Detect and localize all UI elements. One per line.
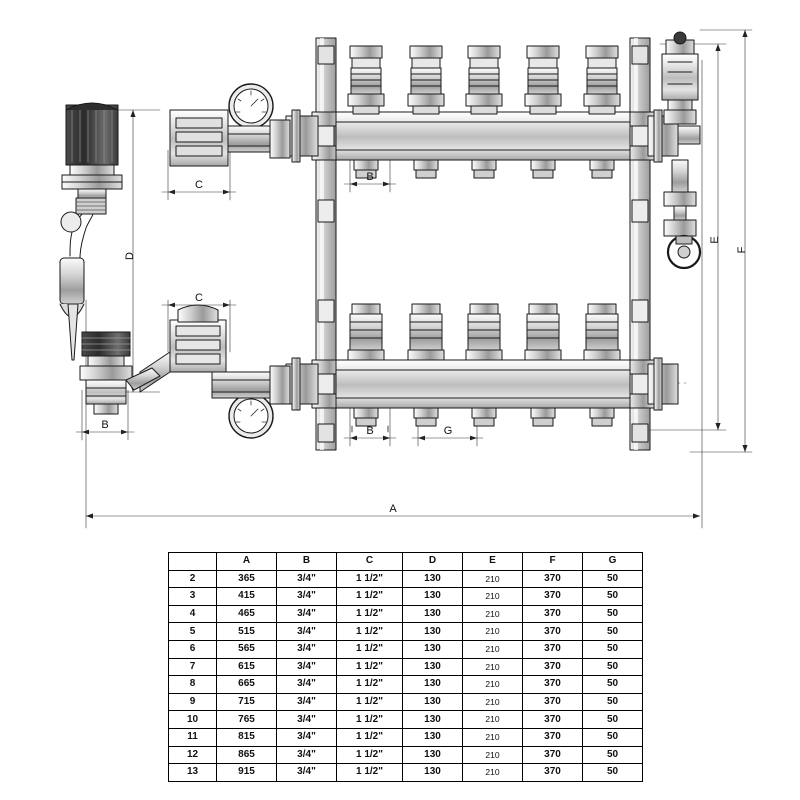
- table-cell: 515: [217, 623, 277, 641]
- table-cell: 130: [403, 728, 463, 746]
- table-cell: 210: [463, 728, 523, 746]
- table-cell: 370: [523, 588, 583, 606]
- table-cell: 1 1/2": [337, 588, 403, 606]
- table-header-cell: E: [463, 553, 523, 571]
- table-cell: 5: [169, 623, 217, 641]
- table-cell: 50: [583, 693, 643, 711]
- dim-label-A: A: [389, 503, 397, 515]
- table-cell: 130: [403, 605, 463, 623]
- table-cell: 210: [463, 693, 523, 711]
- table-row: [169, 764, 643, 782]
- table-cell: 370: [523, 728, 583, 746]
- table-header-cell: G: [583, 553, 643, 571]
- table-cell: 210: [463, 623, 523, 641]
- table-cell: 370: [523, 658, 583, 676]
- table-cell: 50: [583, 676, 643, 694]
- table-cell: 1 1/2": [337, 711, 403, 729]
- table-cell: 3/4": [277, 711, 337, 729]
- table-cell: 50: [583, 640, 643, 658]
- table-row: [169, 693, 643, 711]
- table-cell: 370: [523, 746, 583, 764]
- table-row: [169, 728, 643, 746]
- table-cell: 3/4": [277, 658, 337, 676]
- table-cell: 3/4": [277, 623, 337, 641]
- table-cell: 415: [217, 588, 277, 606]
- table-cell: 50: [583, 658, 643, 676]
- table-row: [169, 711, 643, 729]
- table-header-cell: [169, 553, 217, 571]
- table-cell: 4: [169, 605, 217, 623]
- table-row: [169, 676, 643, 694]
- table-cell: 1 1/2": [337, 676, 403, 694]
- table-row: [169, 623, 643, 641]
- table-cell: 12: [169, 746, 217, 764]
- dim-label-G: G: [443, 425, 453, 437]
- table-body: [169, 570, 643, 781]
- table-cell: 1 1/2": [337, 693, 403, 711]
- table-cell: 715: [217, 693, 277, 711]
- table-row: [169, 570, 643, 588]
- table-cell: 865: [217, 746, 277, 764]
- table-row: [169, 605, 643, 623]
- table-cell: 130: [403, 764, 463, 782]
- table-cell: 130: [403, 746, 463, 764]
- table-cell: 1 1/2": [337, 570, 403, 588]
- table-cell: 2: [169, 570, 217, 588]
- table-cell: 3/4": [277, 746, 337, 764]
- table-cell: 3/4": [277, 605, 337, 623]
- dim-label-C-top: C: [195, 179, 203, 191]
- table-cell: 370: [523, 605, 583, 623]
- table-cell: 50: [583, 605, 643, 623]
- table-header-cell: F: [523, 553, 583, 571]
- table-cell: 50: [583, 623, 643, 641]
- table-cell: 3/4": [277, 693, 337, 711]
- table-cell: 3/4": [277, 676, 337, 694]
- dimension-table-wrapper: [168, 552, 632, 782]
- table-cell: 370: [523, 764, 583, 782]
- table-cell: 370: [523, 676, 583, 694]
- table-cell: 50: [583, 711, 643, 729]
- table-cell: 50: [583, 588, 643, 606]
- table-cell: 130: [403, 676, 463, 694]
- table-cell: 9: [169, 693, 217, 711]
- table-cell: 210: [463, 658, 523, 676]
- table-cell: 130: [403, 570, 463, 588]
- table-cell: 6: [169, 640, 217, 658]
- table-cell: 210: [463, 676, 523, 694]
- table-row: [169, 746, 643, 764]
- table-cell: 465: [217, 605, 277, 623]
- dim-label-D: D: [124, 252, 136, 260]
- table-cell: 130: [403, 623, 463, 641]
- table-cell: 130: [403, 711, 463, 729]
- table-cell: 370: [523, 640, 583, 658]
- table-header-row: [169, 553, 643, 571]
- table-cell: 130: [403, 588, 463, 606]
- dim-label-B-left: B: [101, 419, 109, 431]
- table-header-cell: D: [403, 553, 463, 571]
- table-cell: 130: [403, 658, 463, 676]
- table-cell: 370: [523, 693, 583, 711]
- table-cell: 8: [169, 676, 217, 694]
- table-cell: 11: [169, 728, 217, 746]
- table-cell: 665: [217, 676, 277, 694]
- table-header-cell: A: [217, 553, 277, 571]
- table-cell: 210: [463, 640, 523, 658]
- table-cell: 370: [523, 570, 583, 588]
- table-cell: 365: [217, 570, 277, 588]
- table-cell: 3/4": [277, 588, 337, 606]
- table-cell: 13: [169, 764, 217, 782]
- table-cell: 1 1/2": [337, 764, 403, 782]
- table-cell: 3/4": [277, 640, 337, 658]
- dim-label-B-bottom: B: [366, 425, 374, 437]
- table-cell: 210: [463, 764, 523, 782]
- table-cell: 1 1/2": [337, 728, 403, 746]
- table-header-cell: C: [337, 553, 403, 571]
- dim-label-F: F: [736, 246, 748, 254]
- dim-label-E: E: [709, 236, 721, 244]
- dimension-table: [168, 552, 643, 782]
- table-cell: 370: [523, 623, 583, 641]
- table-cell: 210: [463, 570, 523, 588]
- table-cell: 50: [583, 570, 643, 588]
- table-cell: 765: [217, 711, 277, 729]
- table-cell: 1 1/2": [337, 623, 403, 641]
- table-cell: 915: [217, 764, 277, 782]
- table-row: [169, 588, 643, 606]
- table-cell: 1 1/2": [337, 640, 403, 658]
- table-cell: 7: [169, 658, 217, 676]
- table-cell: 1 1/2": [337, 605, 403, 623]
- table-row: [169, 640, 643, 658]
- table-cell: 210: [463, 605, 523, 623]
- table-cell: 130: [403, 693, 463, 711]
- table-cell: 3: [169, 588, 217, 606]
- table-cell: 50: [583, 746, 643, 764]
- table-row: [169, 658, 643, 676]
- table-cell: 50: [583, 764, 643, 782]
- table-cell: 565: [217, 640, 277, 658]
- table-cell: 1 1/2": [337, 746, 403, 764]
- table-cell: 10: [169, 711, 217, 729]
- table-cell: 3/4": [277, 728, 337, 746]
- table-cell: 50: [583, 728, 643, 746]
- table-cell: 210: [463, 746, 523, 764]
- table-cell: 210: [463, 588, 523, 606]
- table-cell: 370: [523, 711, 583, 729]
- table-cell: 815: [217, 728, 277, 746]
- table-header-cell: B: [277, 553, 337, 571]
- table-cell: 210: [463, 711, 523, 729]
- dim-label-B-top: B: [366, 171, 374, 183]
- table-cell: 3/4": [277, 570, 337, 588]
- table-cell: 615: [217, 658, 277, 676]
- table-cell: 1 1/2": [337, 658, 403, 676]
- table-cell: 3/4": [277, 764, 337, 782]
- table-cell: 130: [403, 640, 463, 658]
- dim-label-C-mid: C: [195, 292, 203, 304]
